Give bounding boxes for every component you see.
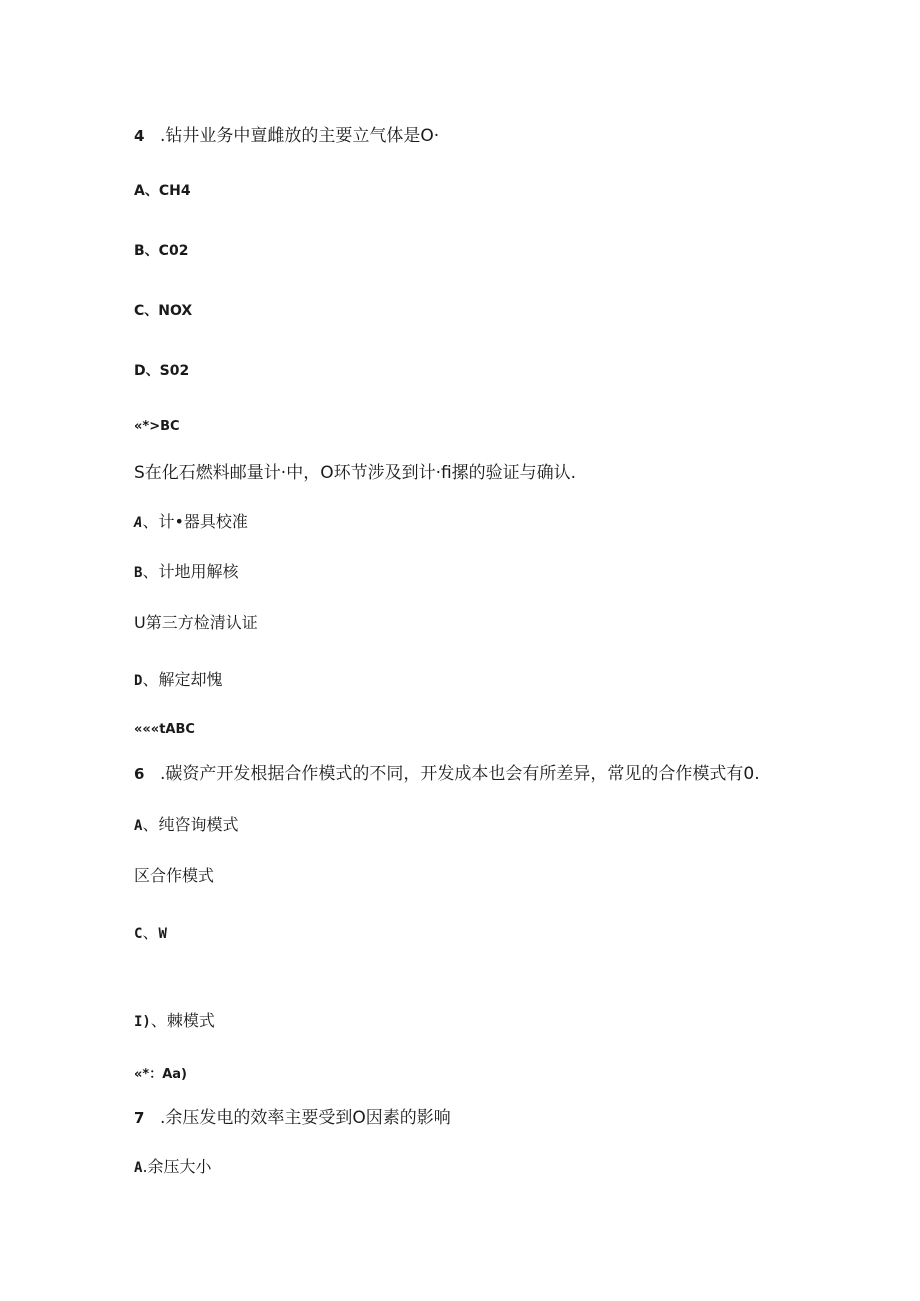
option-text: 棘模式 <box>166 1011 215 1030</box>
option-d <box>134 672 222 688</box>
option-separator: 、 <box>142 512 159 531</box>
question-7 <box>134 1110 451 1127</box>
option-c <box>134 925 167 941</box>
question-5: S在化石燃料邮量计·中，O环节涉及到计·fi摞的验证与确认. <box>134 463 577 483</box>
option-separator: 、 <box>142 815 159 834</box>
option-text: CH4 <box>158 183 191 199</box>
option-separator: 、 <box>145 363 160 379</box>
option-text: 解定却愧 <box>158 670 223 689</box>
option-text: NOX <box>158 303 193 319</box>
option-text: 余压大小 <box>147 1157 212 1176</box>
option-letter: I) <box>134 1014 151 1030</box>
option-a <box>134 1159 212 1175</box>
option-c: U第三方检清认证 <box>134 613 258 632</box>
option-letter: B <box>134 565 143 581</box>
option-text: W <box>158 926 167 942</box>
option-letter: C <box>134 303 145 319</box>
option-text: C02 <box>158 243 189 259</box>
option-separator: 、 <box>142 923 159 942</box>
option-separator: 、 <box>144 183 159 199</box>
option-separator: 、 <box>144 303 159 319</box>
option-d <box>134 1013 215 1029</box>
option-b <box>134 244 188 258</box>
option-c <box>134 304 192 318</box>
option-a <box>134 514 248 530</box>
option-b <box>134 564 238 580</box>
option-text: S02 <box>159 363 190 379</box>
option-d <box>134 364 189 378</box>
question-stem: .碳资产开发根据合作模式的不同，开发成本也会有所差异，常见的合作模式有0. <box>160 764 760 784</box>
question-6 <box>134 766 760 783</box>
question-4 <box>134 128 439 145</box>
option-text: 纯咨询模式 <box>158 815 239 834</box>
option-letter: C <box>134 926 143 942</box>
option-separator: 、 <box>144 243 159 259</box>
option-letter: B <box>134 243 145 259</box>
option-letter: D <box>134 673 143 689</box>
answer-4: «*>BC <box>134 419 180 434</box>
option-letter: A <box>134 818 143 834</box>
option-text: 计地用解核 <box>158 562 239 581</box>
option-letter: A <box>134 1160 143 1176</box>
question-stem: .余压发电的效率主要受到O因素的影响 <box>160 1108 451 1128</box>
option-b: 区合作模式 <box>134 866 215 885</box>
option-a <box>134 817 238 833</box>
option-letter: A <box>134 183 145 199</box>
question-number: 4 <box>134 127 145 145</box>
option-text: 计•器具校准 <box>158 512 248 531</box>
answer-5: «««tABC <box>134 722 195 737</box>
option-separator: 、 <box>142 562 159 581</box>
option-letter: D <box>134 363 146 379</box>
question-number: 7 <box>134 1109 145 1127</box>
question-stem: .钻井业务中亶雌放的主要立气体是O· <box>160 126 440 146</box>
answer-6: «*：Aa) <box>134 1067 187 1082</box>
question-number: 6 <box>134 765 145 783</box>
option-letter: A <box>134 515 143 531</box>
option-separator: 、 <box>142 670 159 689</box>
option-separator: 、 <box>150 1011 167 1030</box>
option-separator: . <box>142 1157 148 1176</box>
option-a <box>134 184 191 198</box>
